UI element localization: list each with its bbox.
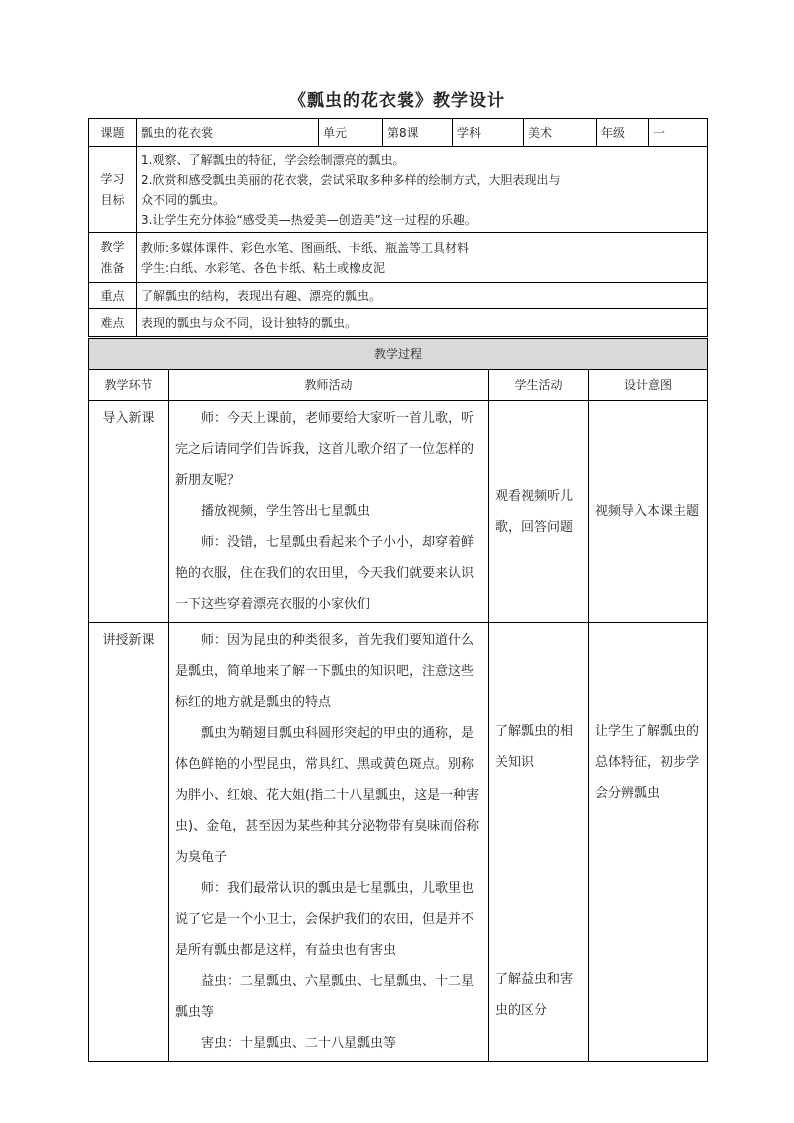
subject-label: 课题 — [89, 119, 137, 147]
teacher-cell — [169, 401, 489, 623]
prep-content — [137, 233, 708, 283]
objective-line: 1.观察、了解瓢虫的特征，学会绘制漂亮的瓢虫。 — [141, 152, 405, 167]
table-row — [89, 623, 708, 1062]
intent-cell: 视频导入本课主题 — [589, 401, 708, 623]
student-cell — [489, 623, 589, 1062]
process-table — [88, 338, 708, 1062]
intent-cell — [589, 623, 708, 1062]
student-cell: 观看视频听儿歌，回答问题 — [489, 401, 589, 623]
header-intent: 设计意图 — [589, 370, 708, 401]
prep-label-line: 准备 — [100, 260, 125, 275]
difficulty-label: 难点 — [89, 309, 137, 337]
focus-content: 了解瓢虫的结构，表现出有趣、漂亮的瓢虫。 — [137, 283, 708, 309]
stage-cell: 讲授新课 — [89, 623, 169, 1062]
teacher-paragraph: 师：我们最常认识的瓢虫是七星瓢虫，儿歌里也说了它是一个小卫士，会保护我们的农田，但是并不是所有瓢虫都是这样，有益虫也有害虫 — [175, 881, 475, 958]
prep-student: 学生:白纸、水彩笔、各色卡纸、粘土或橡皮泥 — [141, 260, 386, 275]
prep-label-line: 教学 — [100, 239, 125, 254]
intent-text: 让学生了解瓢虫的总体特征，初步学会分辨瓢虫 — [595, 724, 700, 801]
objective-line: 2.欣赏和感受瓢虫美丽的花衣裳，尝试采取多种多样的绘制方式，大胆表现出与 — [141, 172, 561, 187]
objectives-content — [137, 147, 708, 233]
discipline-label: 学科 — [453, 119, 524, 147]
header-teacher: 教师活动 — [169, 370, 489, 401]
table-row — [89, 401, 708, 623]
teacher-paragraph: 害虫：十星瓢虫、二十八星瓢虫等 — [201, 1036, 397, 1051]
teacher-cell — [169, 623, 489, 1062]
teacher-paragraph: 瓢虫为鞘翅目瓢虫科圆形突起的甲虫的通称，是体色鲜艳的小型昆虫，常具红、黑或黄色斑点。别称为胖小、红娘、花大姐(指二十八星瓢虫，这是一种害虫)、金龟，甚至因为某些种其分泌物带有臭味而俗称为臭龟子 — [175, 726, 480, 865]
student-activity-2: 了解益虫和害虫的区分 — [495, 972, 574, 1018]
teacher-paragraph: 师：今天上课前，老师要给大家听一首儿歌，听完之后请同学们告诉我，这首儿歌介绍了一位怎样的新朋友呢？ — [175, 411, 475, 488]
objectives-label — [89, 147, 137, 233]
objectives-label-line: 目标 — [100, 192, 125, 207]
process-band: 教学过程 — [89, 339, 708, 370]
student-activity-1: 了解瓢虫的相关知识 — [495, 724, 574, 770]
header-stage: 教学环节 — [89, 370, 169, 401]
objective-line: 众不同的瓢虫。 — [141, 192, 226, 207]
unit-value: 第8课 — [383, 119, 453, 147]
objective-line: 3.让学生充分体验“感受美—热爱美—创造美”这一过程的乐趣。 — [141, 212, 477, 227]
discipline-value: 美术 — [524, 119, 597, 147]
unit-label: 单元 — [319, 119, 383, 147]
focus-label: 重点 — [89, 283, 137, 309]
stage-cell: 导入新课 — [89, 401, 169, 623]
difficulty-content: 表现的瓢虫与众不同，设计独特的瓢虫。 — [137, 309, 708, 337]
teacher-paragraph: 播放视频，学生答出七星瓢虫 — [201, 504, 371, 519]
header-student: 学生活动 — [489, 370, 589, 401]
objectives-label-line: 学习 — [100, 171, 125, 186]
teacher-paragraph: 师：因为昆虫的种类很多，首先我们要知道什么是瓢虫，简单地来了解一下瓢虫的知识吧，注意这些标红的地方就是瓢虫的特点 — [175, 633, 475, 710]
teacher-paragraph: 益虫：二星瓢虫、六星瓢虫、七星瓢虫、十二星瓢虫等 — [175, 974, 475, 1020]
subject-value: 瓢虫的花衣裳 — [137, 119, 319, 147]
info-table — [88, 118, 708, 337]
grade-label: 年级 — [597, 119, 649, 147]
prep-teacher: 教师:多媒体课件、彩色水笔、图画纸、卡纸、瓶盖等工具材料 — [141, 240, 470, 255]
prep-label — [89, 233, 137, 283]
document-title: 《瓢虫的花衣裳》教学设计 — [289, 91, 505, 111]
teacher-paragraph: 师：没错，七星瓢虫看起来个子小小，却穿着鲜艳的衣服，住在我们的农田里，今天我们就要来认识一下这些穿着漂亮衣服的小家伙们 — [175, 535, 475, 612]
grade-value: 一 — [649, 119, 708, 147]
